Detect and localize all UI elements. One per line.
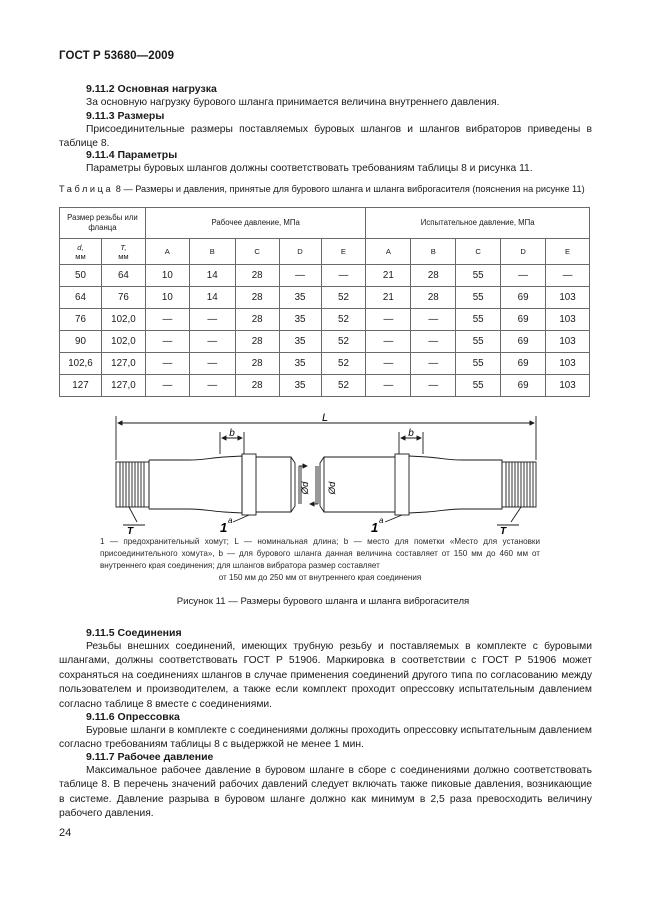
header-T: T, мм (101, 239, 145, 265)
table-cell: 90 (60, 331, 102, 353)
grade-header: A (366, 239, 411, 265)
table-cell: 69 (501, 375, 546, 397)
table-cell: 52 (321, 375, 366, 397)
grade-header: A (145, 239, 189, 265)
header-thread-size: Размер резьбы или фланца (60, 208, 146, 239)
table-cell: 103 (546, 287, 590, 309)
table-cell: 28 (235, 309, 279, 331)
table-cell: — (546, 265, 590, 287)
grade-header: B (189, 239, 235, 265)
page-number: 24 (59, 827, 72, 839)
header-d: d, мм (60, 239, 102, 265)
grade-header: E (321, 239, 366, 265)
table-cell: — (366, 331, 411, 353)
table-row (60, 287, 590, 309)
table-caption-label: Таблица (59, 184, 114, 194)
section-text-9-11-7: Максимальное рабочее давление в буровом шланге в сборе с соединениями должно соответствовать таблице 8. В перечень значений рабочих давлений следует включать также пиковые давления, возникающие в системе. Давление разрыва в буровом шланге должно как минимум в 2,5 раза превосходить величину рабочего давления. (59, 765, 592, 820)
table-cell: — (411, 309, 456, 331)
standard-header: ГОСТ Р 53680—2009 (59, 50, 175, 62)
label-a-left: a (228, 516, 233, 525)
table-cell: — (279, 265, 321, 287)
table-cell: 35 (279, 353, 321, 375)
section-text-9-11-5: Резьбы внешних соединений, имеющих трубную резьбу и поставляемых в комплекте с буровыми шлангами, должны соответствовать ГОСТ Р 51906. Маркировка в соответствии с ГОСТ Р 51906 может сохраняться на соединениях шлангов в случае применения соединений другого типа по согласованию между пользователем и производителем, а также если комплект проходит опрессовку испытательным давлением согласно таблице 8 вместе с соединениями. (59, 641, 592, 710)
table-cell: 28 (235, 353, 279, 375)
table-8 (59, 207, 590, 397)
grade-header: D (501, 239, 546, 265)
section-text-9-11-4: Параметры буровых шлангов должны соответствовать требованиям таблицы 8 и рисунка 11. (86, 163, 533, 174)
table-cell: 55 (456, 331, 501, 353)
table-row (60, 331, 590, 353)
table-cell: — (189, 331, 235, 353)
table-cell: 35 (279, 287, 321, 309)
table-cell: 103 (546, 309, 590, 331)
table-row (60, 309, 590, 331)
table-cell: 102,0 (101, 331, 145, 353)
table-caption (59, 183, 595, 195)
table-cell: 102,0 (101, 309, 145, 331)
table-cell: 127,0 (101, 375, 145, 397)
table-cell: 28 (235, 265, 279, 287)
table-cell: — (145, 309, 189, 331)
table-cell: — (145, 353, 189, 375)
table-cell: 52 (321, 309, 366, 331)
table-cell: 103 (546, 331, 590, 353)
dim-label-d-left: Ød (300, 481, 311, 495)
table-cell: 10 (145, 265, 189, 287)
grade-header: D (279, 239, 321, 265)
table-cell: — (411, 331, 456, 353)
label-a-right: a (379, 516, 384, 525)
table-cell: 35 (279, 309, 321, 331)
table-cell: 64 (60, 287, 102, 309)
dim-label-b-right: b (408, 428, 414, 439)
table-cell: — (189, 375, 235, 397)
section-text-9-11-3: Присоединительные размеры поставляемых буровых шлангов и шлангов вибраторов приведены в таблице 8. (59, 124, 592, 150)
table-cell: 55 (456, 375, 501, 397)
table-cell: 52 (321, 353, 366, 375)
table-cell: 21 (366, 265, 411, 287)
table-cell: — (411, 375, 456, 397)
section-title-9-11-2: 9.11.2 Основная нагрузка (86, 83, 217, 95)
hose-drawing (59, 408, 589, 536)
table-cell: 14 (189, 287, 235, 309)
table-cell: — (145, 375, 189, 397)
section-title-9-11-5: 9.11.5 Соединения (86, 627, 182, 639)
table-cell: 69 (501, 309, 546, 331)
table-cell: — (501, 265, 546, 287)
table-cell: — (411, 353, 456, 375)
table-cell: 69 (501, 287, 546, 309)
table-cell: 35 (279, 331, 321, 353)
table-cell: 103 (546, 375, 590, 397)
table-cell: 52 (321, 331, 366, 353)
table-cell: — (145, 331, 189, 353)
dim-label-b-left: b (229, 428, 235, 439)
table-cell: 14 (189, 265, 235, 287)
header-working-pressure: Рабочее давление, МПа (145, 208, 366, 239)
table-cell: 55 (456, 265, 501, 287)
table-cell: 55 (456, 353, 501, 375)
table-cell: 28 (235, 287, 279, 309)
table-cell: — (366, 353, 411, 375)
table-cell: 28 (411, 287, 456, 309)
table-cell: 69 (501, 353, 546, 375)
table-cell: — (366, 375, 411, 397)
table-cell: 28 (235, 331, 279, 353)
figure-legend: 1 — предохранительный хомут; L — номинальная длина; b — место для пометки «Место для установки присоединительного хомута», b — для бурового шланга данная величина составляет от 150 мм до 460 мм от внутреннего края соединения; для шлангов вибратора размер составляет (100, 537, 540, 571)
table-cell: 55 (456, 309, 501, 331)
section-title-9-11-3: 9.11.3 Размеры (86, 110, 165, 122)
table-cell: 35 (279, 375, 321, 397)
header-test-pressure: Испытательное давление, МПа (366, 208, 590, 239)
table-cell: 64 (101, 265, 145, 287)
dim-label-T-right: T (500, 526, 507, 536)
grade-header: C (456, 239, 501, 265)
table-cell: 28 (411, 265, 456, 287)
table-cell: — (366, 309, 411, 331)
table-cell: 50 (60, 265, 102, 287)
table-cell: 103 (546, 353, 590, 375)
dim-label-L: L (321, 412, 329, 424)
table-cell: 52 (321, 287, 366, 309)
table-caption-text: 8 — Размеры и давления, принятые для бурового шланга и шланга виброгасителя (пояснения на рисунке 11) (113, 184, 585, 194)
table-cell: 76 (60, 309, 102, 331)
table-cell: — (321, 265, 366, 287)
table-cell: 55 (456, 287, 501, 309)
table-cell: 69 (501, 331, 546, 353)
table-body (60, 265, 590, 397)
table-cell: 76 (101, 287, 145, 309)
section-title-9-11-7: 9.11.7 Рабочее давление (86, 751, 214, 763)
table-cell: — (189, 309, 235, 331)
table-cell: — (189, 353, 235, 375)
dim-label-d-right: Ød (327, 481, 338, 495)
table-cell: 127 (60, 375, 102, 397)
dim-label-T-left: T (127, 526, 134, 536)
table-cell: 127,0 (101, 353, 145, 375)
grade-header: C (235, 239, 279, 265)
table-cell: 102,6 (60, 353, 102, 375)
table-row (60, 265, 590, 287)
grade-header: E (546, 239, 590, 265)
table-row (60, 353, 590, 375)
label-1-right: 1 (371, 520, 379, 535)
figure-legend-cont: от 150 мм до 250 мм от внутреннего края соединения (218, 573, 422, 582)
grade-header: B (411, 239, 456, 265)
figure-caption: Рисунок 11 — Размеры бурового шланга и шланга виброгасителя (176, 596, 470, 607)
table-cell: 28 (235, 375, 279, 397)
section-title-9-11-4: 9.11.4 Параметры (86, 149, 178, 161)
label-1-left: 1 (220, 520, 228, 535)
section-text-9-11-2: За основную нагрузку бурового шланга принимается величина внутреннего давления. (86, 97, 500, 108)
table-cell: 21 (366, 287, 411, 309)
table-cell: 10 (145, 287, 189, 309)
table-row (60, 375, 590, 397)
section-text-9-11-6: Буровые шланги в комплекте с соединениями должны проходить опрессовку испытательным давлением согласно требованиям таблицы 8 с выдержкой не менее 1 мин. (59, 725, 592, 751)
section-title-9-11-6: 9.11.6 Опрессовка (86, 711, 180, 723)
